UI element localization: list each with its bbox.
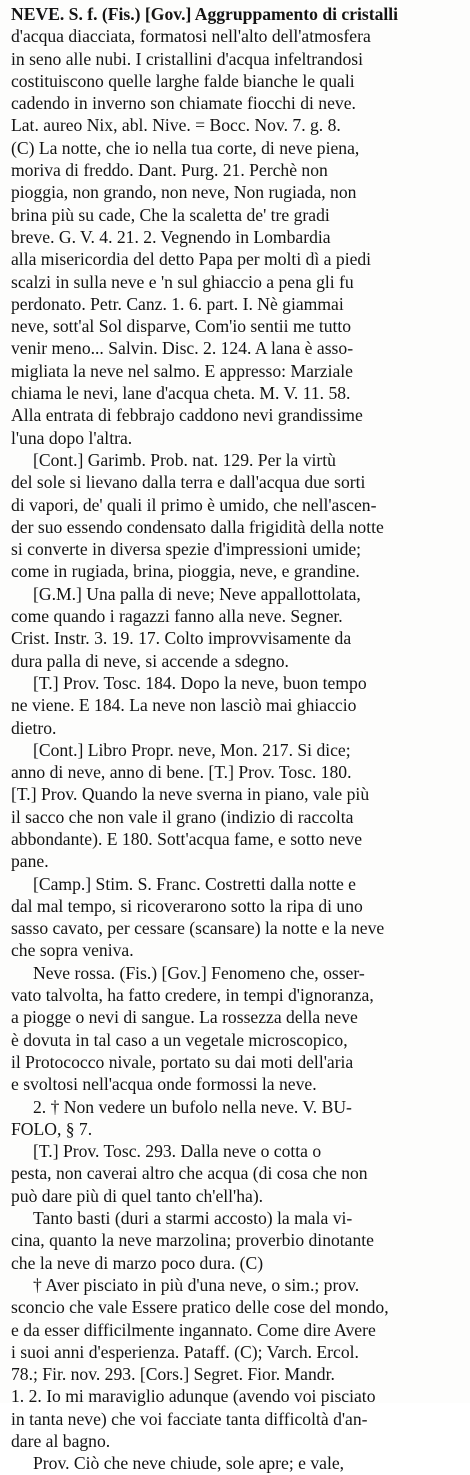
text-line: vato talvolta, ha fatto credere, in tempi d'ignoranza, xyxy=(11,985,374,1006)
text-line: Neve rossa. (Fis.) [Gov.] Fenomeno che, osser- xyxy=(33,962,365,983)
text-line: FOLO, § 7. xyxy=(11,1118,93,1139)
dictionary-entry-neve xyxy=(11,3,464,1475)
text-line: in seno alle nubi. I cristallini d'acqua infeltrandosi xyxy=(11,48,364,69)
entry-paragraph xyxy=(11,1274,464,1452)
entry-paragraph xyxy=(11,449,464,583)
text-line: [T.] Prov. Tosc. 293. Dalla neve o cotta o xyxy=(33,1141,322,1162)
text-line: [T.] Prov. Quando la neve sverna in piano, vale più xyxy=(11,784,370,805)
text-line: sasso cavato, per cessare (scansare) la notte e la neve xyxy=(11,918,385,939)
text-line: moriva di freddo. Dant. Purg. 21. Perchè non xyxy=(11,160,328,181)
text-line: può dare più di quel tanto ch'ell'ha). xyxy=(11,1185,264,1206)
text-line: Lat. aureo Nix, abl. Nive. = Bocc. Nov. 7. g. 8. xyxy=(11,115,341,136)
text-line: e svoltosi nell'acqua onde formossi la neve. xyxy=(11,1074,317,1095)
text-line: come in rugiada, brina, pioggia, neve, e grandine. xyxy=(11,561,360,582)
text-line: breve. G. V. 4. 21. 2. Vegnendo in Lombardia xyxy=(11,226,331,247)
text-line: NEVE. S. f. (Fis.) [Gov.] Aggruppamento di cristalli xyxy=(11,4,399,24)
entry-paragraph xyxy=(11,873,464,962)
text-line: l'una dopo l'altra. xyxy=(11,427,133,448)
text-line: migliata la neve nel salmo. E appresso: Marziale xyxy=(11,360,353,381)
text-line: dal mal tempo, si ricoverarono sotto la ripa di uno xyxy=(11,895,363,916)
entry-paragraph xyxy=(11,1207,464,1274)
text-line: Alla entrata di febbrajo caddono nevi grandissime xyxy=(11,405,363,426)
entry-paragraph xyxy=(11,1140,464,1207)
entry-paragraph xyxy=(11,1096,464,1141)
text-line: cina, quanto la neve marzolina; proverbio dinotante xyxy=(11,1230,374,1251)
text-line: e da esser difficilmente ingannato. Come dire Avere xyxy=(11,1319,376,1340)
text-line: [Cont.] Libro Propr. neve, Mon. 217. Si dice; xyxy=(33,739,351,760)
text-line: costituiscono quelle larghe falde bianche le quali xyxy=(11,70,355,91)
text-line: in tanta neve) che voi facciate tanta difficoltà d'an- xyxy=(11,1408,368,1429)
text-line: 1. 2. Io mi maraviglio adunque (avendo voi pisciato xyxy=(11,1386,376,1407)
text-line: del sole si lievano dalla terra e dall'acqua due sorti xyxy=(11,472,366,493)
text-line: Crist. Instr. 3. 19. 17. Colto improvvisamente da xyxy=(11,628,352,649)
text-line: pane. xyxy=(11,851,49,872)
text-line: d'acqua diacciata, formatosi nell'alto dell'atmosfera xyxy=(11,26,371,47)
entry-headword-paragraph xyxy=(11,3,464,449)
text-line: dare al bagno. xyxy=(11,1431,111,1451)
text-line: (C) La notte, che io nella tua corte, di neve piena, xyxy=(11,137,360,158)
text-line: [Camp.] Stim. S. Franc. Costretti dalla notte e xyxy=(33,873,356,894)
text-line: brina più su cade, Che la scaletta de' tre gradi xyxy=(11,204,330,225)
text-line: † Aver pisciato in più d'una neve, o sim.; prov. xyxy=(33,1274,360,1295)
text-line: [G.M.] Una palla di neve; Neve appallottolata, xyxy=(33,583,361,604)
text-line: neve, sott'al Sol disparve, Com'io sentii me tutto xyxy=(11,316,352,337)
text-line: [Cont.] Garimb. Prob. nat. 129. Per la virtù xyxy=(33,449,336,470)
text-line: venir meno... Salvin. Disc. 2. 124. A lana è asso- xyxy=(11,338,354,359)
text-line: perdonato. Petr. Canz. 1. 6. part. I. Nè giammai xyxy=(11,293,344,314)
text-line: di vapori, de' quali il primo è umido, che nell'ascen- xyxy=(11,494,377,515)
text-line: che sopra veniva. xyxy=(11,940,134,961)
text-line: abbondante). E 180. Sott'acqua fame, e sotto neve xyxy=(11,828,363,849)
text-line: si converte in diversa spezie d'impressioni umide; xyxy=(11,539,362,560)
text-line: dura palla di neve, si accende a sdegno. xyxy=(11,650,289,671)
entry-paragraph xyxy=(11,672,464,739)
text-line: come quando i ragazzi fanno alla neve. Segner. xyxy=(11,606,343,627)
text-line: pesta, non caverai altro che acqua (di cosa che non xyxy=(11,1163,368,1184)
text-line: il sacco che non vale il grano (indizio di raccolta xyxy=(11,806,354,827)
text-line: il Protococco nivale, portato su dai moti dell'aria xyxy=(11,1051,354,1072)
text-line: cadendo in inverno son chiamate fiocchi di neve. xyxy=(11,93,356,114)
text-line: ne viene. E 184. La neve non lasciò mai ghiaccio xyxy=(11,695,357,716)
text-line: è dovuta in tal caso a un vegetale microscopico, xyxy=(11,1029,348,1050)
entry-paragraph xyxy=(11,962,464,1096)
text-line: anno di neve, anno di bene. [T.] Prov. Tosc. 180. xyxy=(11,762,352,783)
text-line: chiama le nevi, lane d'acqua cheta. M. V. 11. 58. xyxy=(11,383,351,404)
entry-paragraph xyxy=(11,739,464,873)
text-line: sconcio che vale Essere pratico delle cose del mondo, xyxy=(11,1297,389,1318)
text-line: scalzi in sulla neve e 'n sul ghiaccio a pena gli fu xyxy=(11,271,354,292)
text-line: Tanto basti (duri a starmi accosto) la mala vi- xyxy=(33,1208,353,1229)
text-line: dietro. xyxy=(11,717,57,738)
text-line: 78.; Fir. nov. 293. [Cors.] Segret. Fior. Mandr. xyxy=(11,1364,335,1385)
text-line: a piogge o nevi di sangue. La rossezza della neve xyxy=(11,1007,358,1028)
text-line: 2. † Non vedere un bufolo nella neve. V. BU- xyxy=(33,1096,352,1117)
text-line: pioggia, non grando, non neve, Non rugiada, non xyxy=(11,182,357,203)
text-line: che la neve di marzo poco dura. (C) xyxy=(11,1252,264,1273)
entry-paragraph xyxy=(11,1452,464,1474)
text-line: i suoi anni d'esperienza. Pataff. (C); Varch. Ercol. xyxy=(11,1341,359,1362)
text-line: [T.] Prov. Tosc. 184. Dopo la neve, buon tempo xyxy=(33,672,367,693)
text-line: Prov. Ciò che neve chiude, sole apre; e vale, xyxy=(33,1453,345,1474)
text-line: der suo essendo condensato dalla frigidità della notte xyxy=(11,516,384,537)
entry-paragraph xyxy=(11,583,464,672)
text-line: alla misericordia del detto Papa per molti dì a piedi xyxy=(11,249,372,270)
